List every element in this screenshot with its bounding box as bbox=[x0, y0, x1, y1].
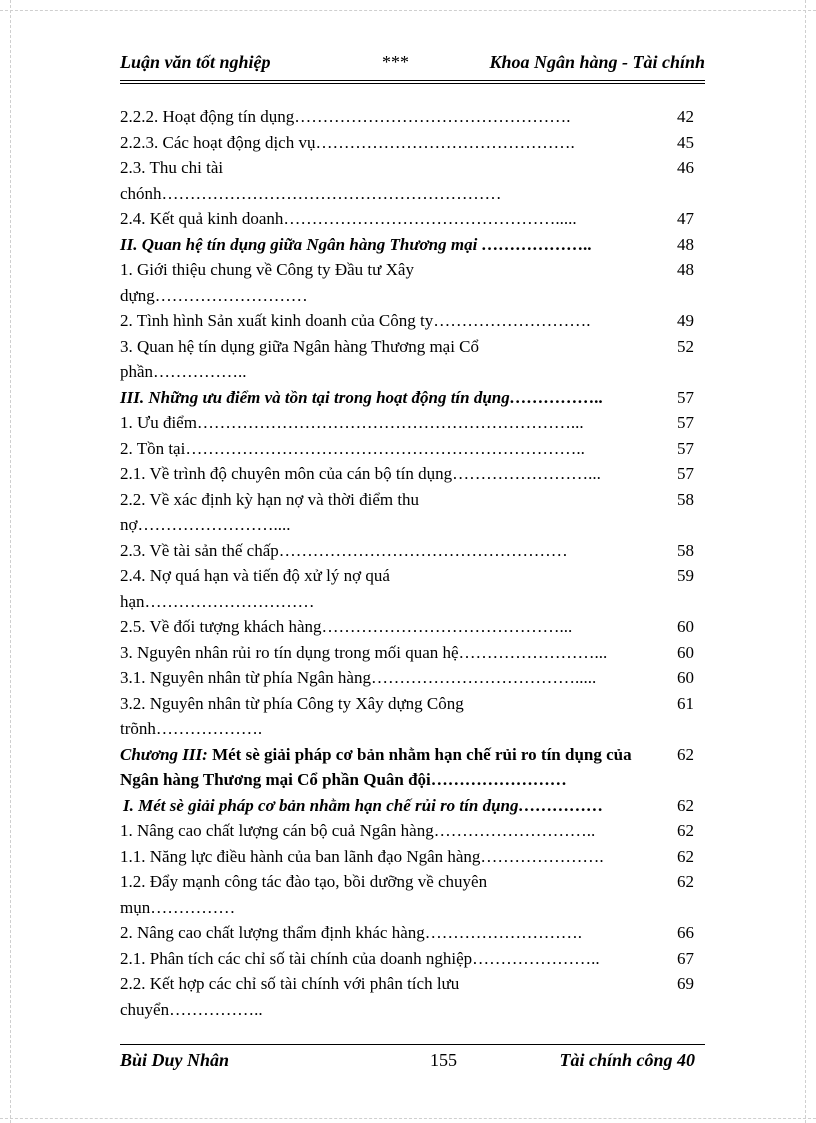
toc-entry-text: 3.1. Nguyên nhân từ phía Ngân hàng………………………………..... bbox=[120, 668, 597, 687]
toc-entry-text: 3.2. Nguyên nhân từ phía Công ty Xây dựng Công trõnh………………. bbox=[120, 693, 464, 738]
toc-entry-text: 2.4. Nợ quá hạn và tiến độ xử lý nợ quá hạn………………………… bbox=[120, 566, 390, 611]
toc-entry-text: 2.2. Kết hợp các chỉ số tài chính với phân tích lưu chuyển…………….. bbox=[120, 974, 460, 1019]
toc-entry bbox=[120, 971, 694, 1022]
toc-part-2 bbox=[120, 793, 694, 1023]
header-rule-double bbox=[120, 83, 705, 84]
toc-entry-text: 1. Nâng cao chất lượng cán bộ cuả Ngân hàng……………………….. bbox=[120, 821, 596, 840]
toc-entry-page: 62 bbox=[677, 795, 694, 815]
toc-entry-page: 60 bbox=[677, 668, 694, 687]
page-footer bbox=[120, 1050, 705, 1074]
toc-chapter-entry bbox=[120, 742, 694, 793]
toc-entry bbox=[120, 614, 694, 640]
toc-entry-page: 66 bbox=[677, 923, 694, 942]
header-rule bbox=[120, 80, 705, 81]
toc-entry-page: 58 bbox=[677, 489, 694, 509]
toc-entry-page: 62 bbox=[677, 821, 694, 840]
toc-entry-page: 47 bbox=[677, 209, 694, 228]
toc-entry bbox=[120, 869, 694, 920]
toc-entry bbox=[120, 155, 694, 206]
footer-class: Tài chính công 40 bbox=[559, 1050, 695, 1070]
toc-entry-text: 2.1. Phân tích các chỉ số tài chính của doanh nghiệp………………….. bbox=[120, 948, 600, 968]
toc-entry-text: 2.2. Về xác định kỳ hạn nợ và thời điểm thu nợ…………………….... bbox=[120, 489, 420, 534]
toc-entry bbox=[120, 257, 694, 308]
toc-entry-page: 57 bbox=[677, 464, 694, 483]
toc-entry-text: I. Mét sè giải pháp cơ bản nhằm hạn chế rủi ro tín dụng…………… bbox=[123, 795, 604, 815]
toc-entry bbox=[120, 793, 694, 819]
page-border-bottom bbox=[0, 1118, 816, 1119]
toc-entry-text: 2.1. Về trình độ chuyên môn của cán bộ tín dụng……………………... bbox=[120, 464, 601, 483]
chapter-text: Mét sè giải pháp cơ bản nhằm hạn chế rủi ro tín dụng của Ngân hàng Thương mại Cổ phần Quân đội…………………… bbox=[120, 744, 632, 789]
toc-entry-page: 48 bbox=[677, 234, 694, 254]
toc-entry-text: 2. Tình hình Sản xuất kinh doanh của Công ty………………………. bbox=[120, 311, 591, 330]
toc-entry bbox=[120, 946, 694, 972]
toc-entry-page: 57 bbox=[677, 387, 694, 407]
toc-entry-text: 3. Nguyên nhân rủi ro tín dụng trong mối quan hệ……………………... bbox=[120, 642, 608, 662]
page-header bbox=[120, 52, 705, 78]
toc-entry-text: 2.4. Kết quả kinh doanh…………………………………………..... bbox=[120, 209, 577, 228]
page-border-top bbox=[0, 10, 816, 11]
toc-entry bbox=[120, 436, 694, 462]
toc-entry-text: 2. Nâng cao chất lượng thẩm định khác hàng………………………. bbox=[120, 923, 583, 942]
toc-entry bbox=[120, 206, 694, 232]
toc-entry-page: 61 bbox=[677, 693, 694, 713]
toc-entry bbox=[120, 410, 694, 436]
toc-entry-text: III. Những ưu điểm và tồn tại trong hoạt động tín dụng…………….. bbox=[120, 387, 604, 407]
toc-entry bbox=[120, 487, 694, 538]
toc-entry bbox=[120, 104, 694, 130]
toc-entry-page: 58 bbox=[677, 540, 694, 560]
toc-entry bbox=[120, 691, 694, 742]
toc-entry bbox=[120, 334, 694, 385]
toc-entry-text: 3. Quan hệ tín dụng giữa Ngân hàng Thương mại Cổ phần…………….. bbox=[120, 336, 480, 381]
toc-entry bbox=[120, 563, 694, 614]
toc-entry bbox=[120, 844, 694, 870]
toc-entry-text: 1.1. Năng lực điều hành của ban lãnh đạo Ngân hàng…………………. bbox=[120, 846, 604, 866]
header-separator: *** bbox=[382, 52, 409, 72]
chapter-page-number: 62 bbox=[677, 744, 694, 764]
toc-entry bbox=[120, 308, 694, 334]
footer-rule bbox=[120, 1044, 705, 1045]
page-border-right bbox=[805, 0, 806, 1123]
toc-entry-page: 42 bbox=[677, 107, 694, 126]
toc-entry-page: 67 bbox=[677, 948, 694, 968]
toc-entry-page: 57 bbox=[677, 413, 694, 432]
toc-entry bbox=[120, 232, 694, 258]
toc-entry-page: 49 bbox=[677, 311, 694, 330]
toc-entry-text: 1. Giới thiệu chung về Công ty Đầu tư Xây dựng……………………… bbox=[120, 260, 414, 305]
toc-entry-text: 2.2.3. Các hoạt động dịch vụ………………………………………. bbox=[120, 132, 575, 152]
toc-entry bbox=[120, 665, 694, 691]
toc-entry bbox=[120, 538, 694, 564]
toc-entry-page: 46 bbox=[677, 158, 694, 177]
toc-entry-page: 57 bbox=[677, 438, 694, 458]
toc-entry-page: 62 bbox=[677, 846, 694, 866]
toc-entry-page: 48 bbox=[677, 260, 694, 279]
toc-entry bbox=[120, 461, 694, 487]
toc-entry-page: 59 bbox=[677, 566, 694, 585]
table-of-contents bbox=[120, 104, 694, 1022]
header-department: Khoa Ngân hàng - Tài chính bbox=[489, 52, 705, 72]
toc-entry-page: 60 bbox=[677, 617, 694, 636]
toc-entry bbox=[120, 818, 694, 844]
toc-entry-text: 2.3. Về tài sản thế chấp…………………………………………… bbox=[120, 540, 568, 560]
toc-entry-text: 2.2.2. Hoạt động tín dụng…………………………………………. bbox=[120, 107, 571, 126]
page-number: 155 bbox=[430, 1050, 457, 1070]
toc-entry-page: 62 bbox=[677, 872, 694, 891]
page-border-left bbox=[10, 0, 11, 1123]
header-title: Luận văn tốt nghiệp bbox=[120, 52, 271, 72]
toc-entry-page: 52 bbox=[677, 336, 694, 356]
toc-entry-text: 1. Ưu điểm…………………………………………………………... bbox=[120, 413, 584, 432]
toc-entry-page: 45 bbox=[677, 132, 694, 152]
toc-entry bbox=[120, 385, 694, 411]
toc-entry-text: 2. Tồn tại…………………………………………………………….. bbox=[120, 438, 585, 458]
toc-entry-text: II. Quan hệ tín dụng giữa Ngân hàng Thương mại ……………….. bbox=[120, 234, 593, 254]
toc-entry bbox=[120, 130, 694, 156]
toc-entry-text: 2.3. Thu chi tài chónh…………………………………………………… bbox=[120, 158, 502, 203]
toc-entry bbox=[120, 920, 694, 946]
footer-author: Bùi Duy Nhân bbox=[120, 1050, 230, 1070]
chapter-label: Chương III: bbox=[120, 744, 208, 764]
toc-entry-page: 60 bbox=[677, 642, 694, 662]
chapter-title bbox=[120, 742, 655, 793]
toc-entry-text: 1.2. Đẩy mạnh công tác đào tạo, bồi dưỡng về chuyên mụn…………… bbox=[120, 872, 488, 917]
toc-entry-text: 2.5. Về đối tượng khách hàng……………………………………... bbox=[120, 617, 573, 636]
toc-entry bbox=[120, 640, 694, 666]
toc-entry-page: 69 bbox=[677, 974, 694, 993]
toc-part-1 bbox=[120, 104, 694, 742]
